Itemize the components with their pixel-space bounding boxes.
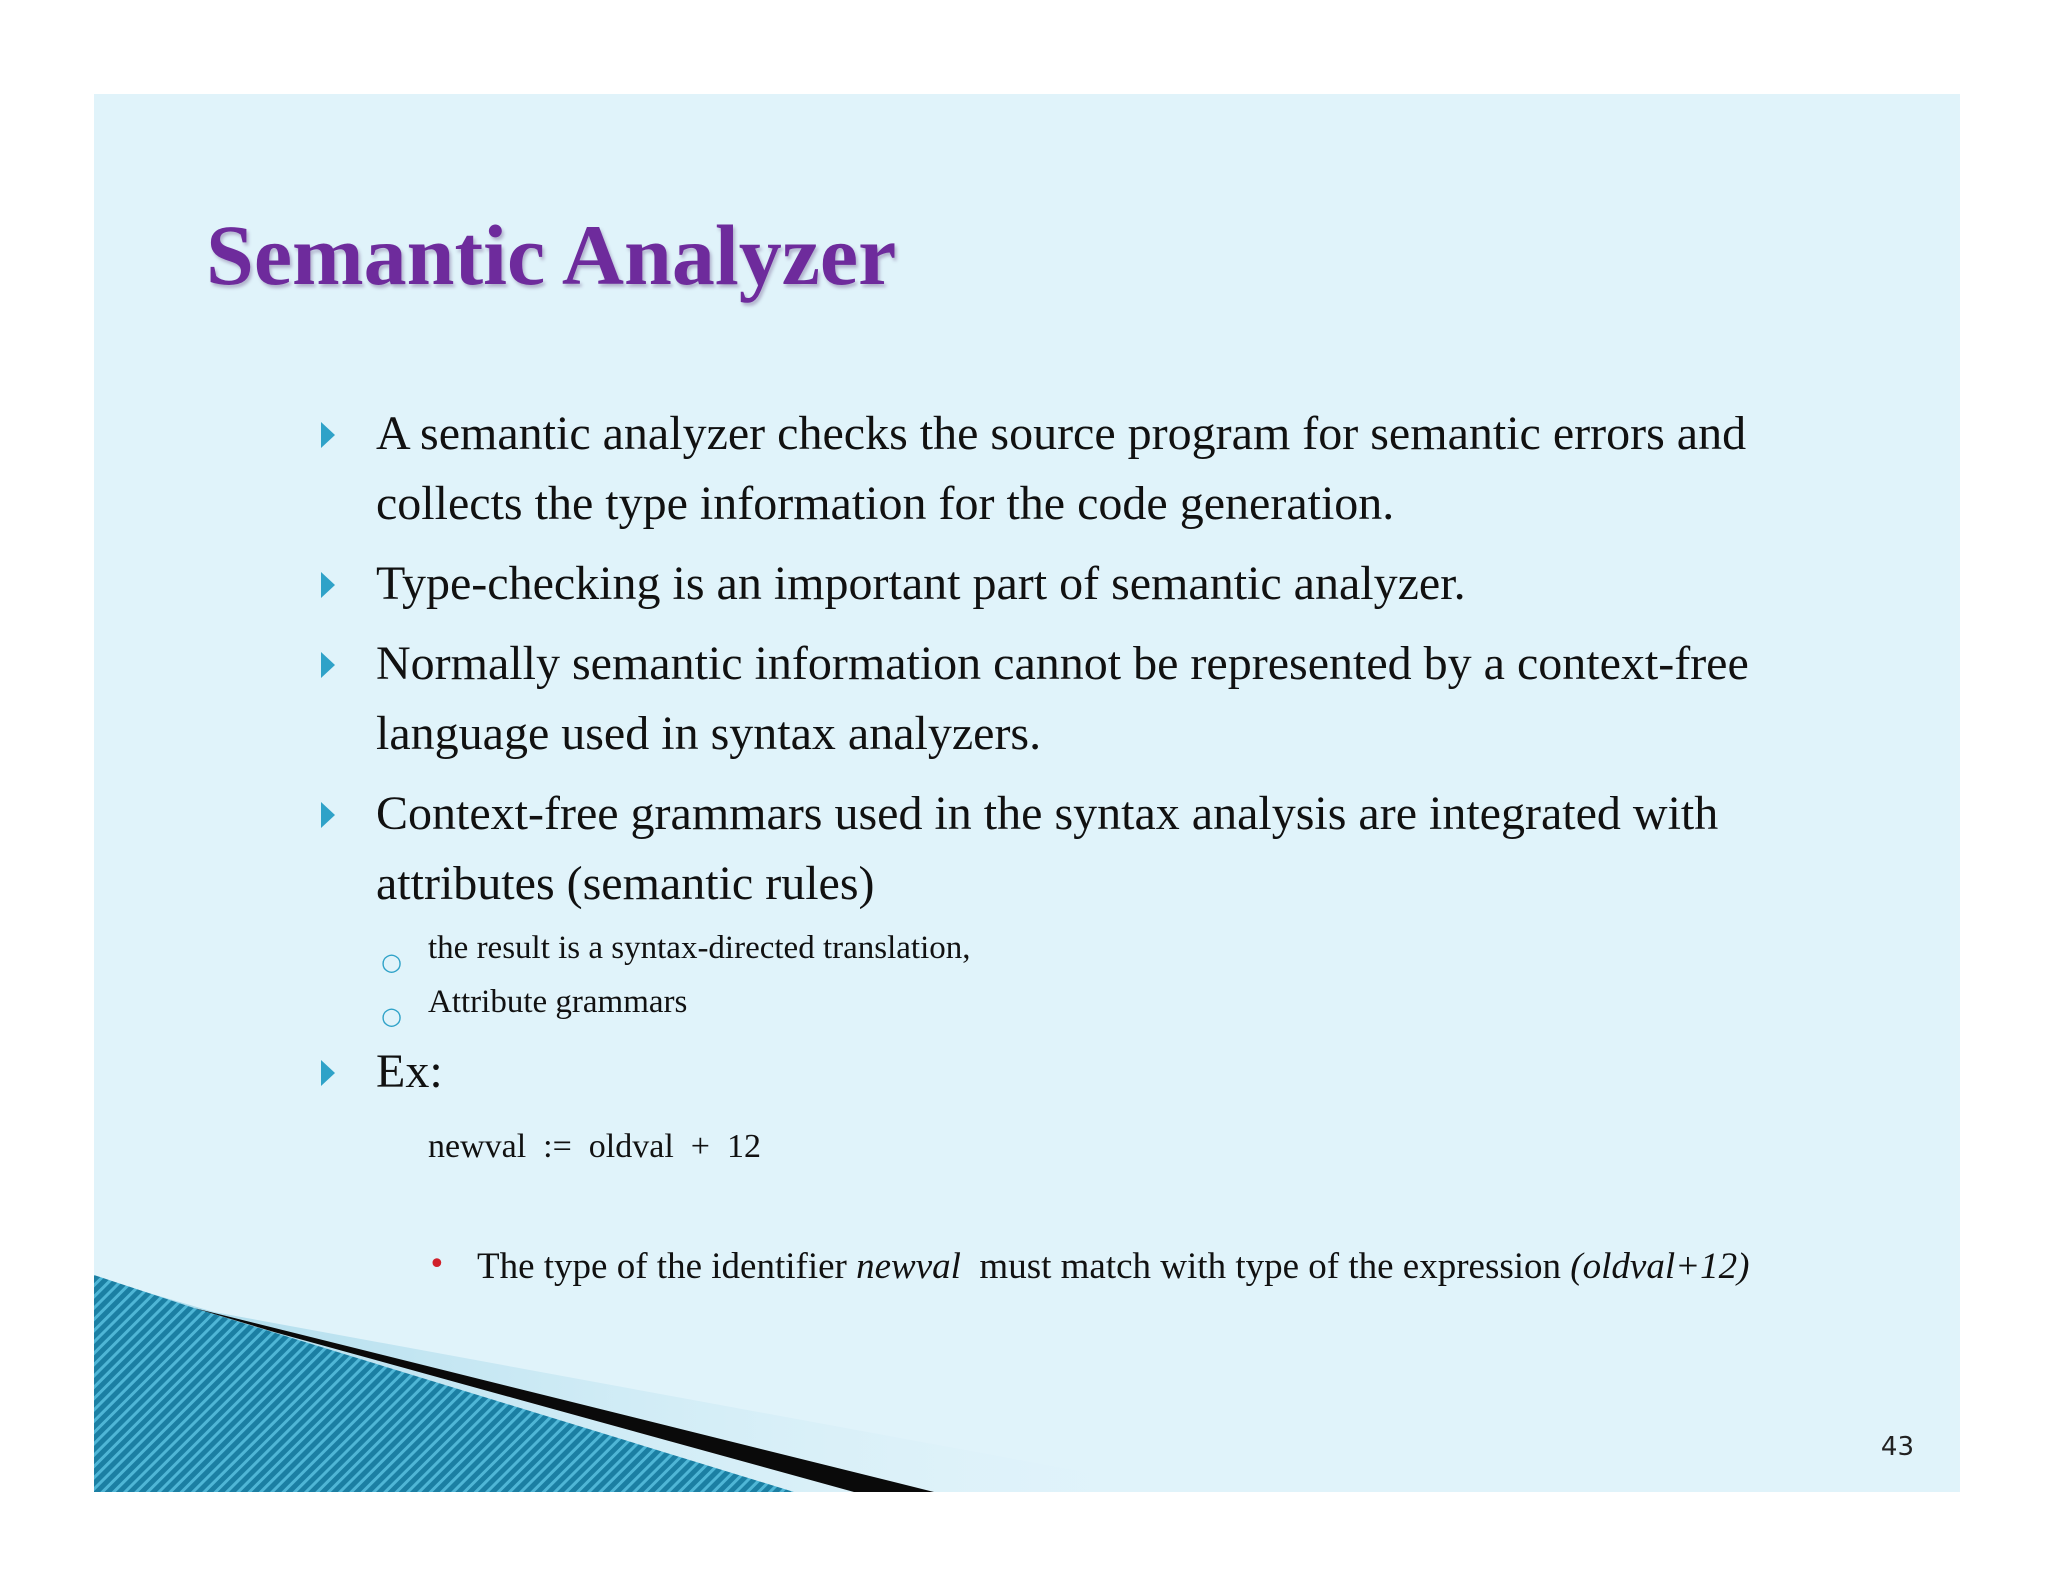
bullet-text: Context-free grammars used in the syntax analysis are integrated with	[376, 787, 1719, 840]
note-text-part2: must match with type of the expression	[960, 1246, 1571, 1287]
note-text-part1: The type of the identifier	[477, 1246, 857, 1287]
slide	[94, 94, 1960, 1492]
sub-bullet-item	[229, 975, 1869, 1029]
slide-body	[229, 399, 1869, 1297]
bullet-text: attributes (semantic rules)	[376, 857, 875, 910]
bullet-text: collects the type information for the code generation.	[376, 477, 1395, 530]
bullet-text: Ex:	[376, 1045, 443, 1098]
bullet-text: A semantic analyzer checks the source program for semantic errors and	[376, 407, 1747, 460]
bullet-item	[229, 399, 1869, 539]
note-expression: (oldval+12)	[1570, 1246, 1750, 1287]
triangle-right-icon	[321, 652, 335, 678]
triangle-right-icon	[321, 422, 335, 448]
sub-bullet-item	[229, 921, 1869, 975]
ring-icon: ○	[381, 948, 402, 976]
sub-bullet-text: the result is a syntax-directed translation,	[428, 930, 971, 966]
bullet-text: Type-checking is an important part of semantic analyzer.	[376, 557, 1466, 610]
ring-icon: ○	[381, 1002, 402, 1030]
bullet-item	[229, 549, 1869, 619]
page-number: 43	[1880, 1432, 1914, 1462]
triangle-right-icon	[321, 1060, 335, 1086]
triangle-right-icon	[321, 802, 335, 828]
dot-icon: •	[428, 1247, 446, 1282]
corner-decoration	[94, 1272, 1960, 1492]
bullet-text: language used in syntax analyzers.	[376, 707, 1042, 760]
bullet-item	[229, 779, 1869, 919]
slide-title: Semantic Analyzer	[206, 207, 897, 303]
sub-bullet-text: Attribute grammars	[428, 984, 688, 1020]
example-code: newval := oldval + 12	[428, 1128, 761, 1165]
bullet-item	[229, 1037, 1869, 1107]
bullet-item	[229, 629, 1869, 769]
note-identifier: newval	[856, 1246, 961, 1287]
triangle-right-icon	[321, 572, 335, 598]
bullet-text: Normally semantic information cannot be represented by a context-free	[376, 637, 1749, 690]
